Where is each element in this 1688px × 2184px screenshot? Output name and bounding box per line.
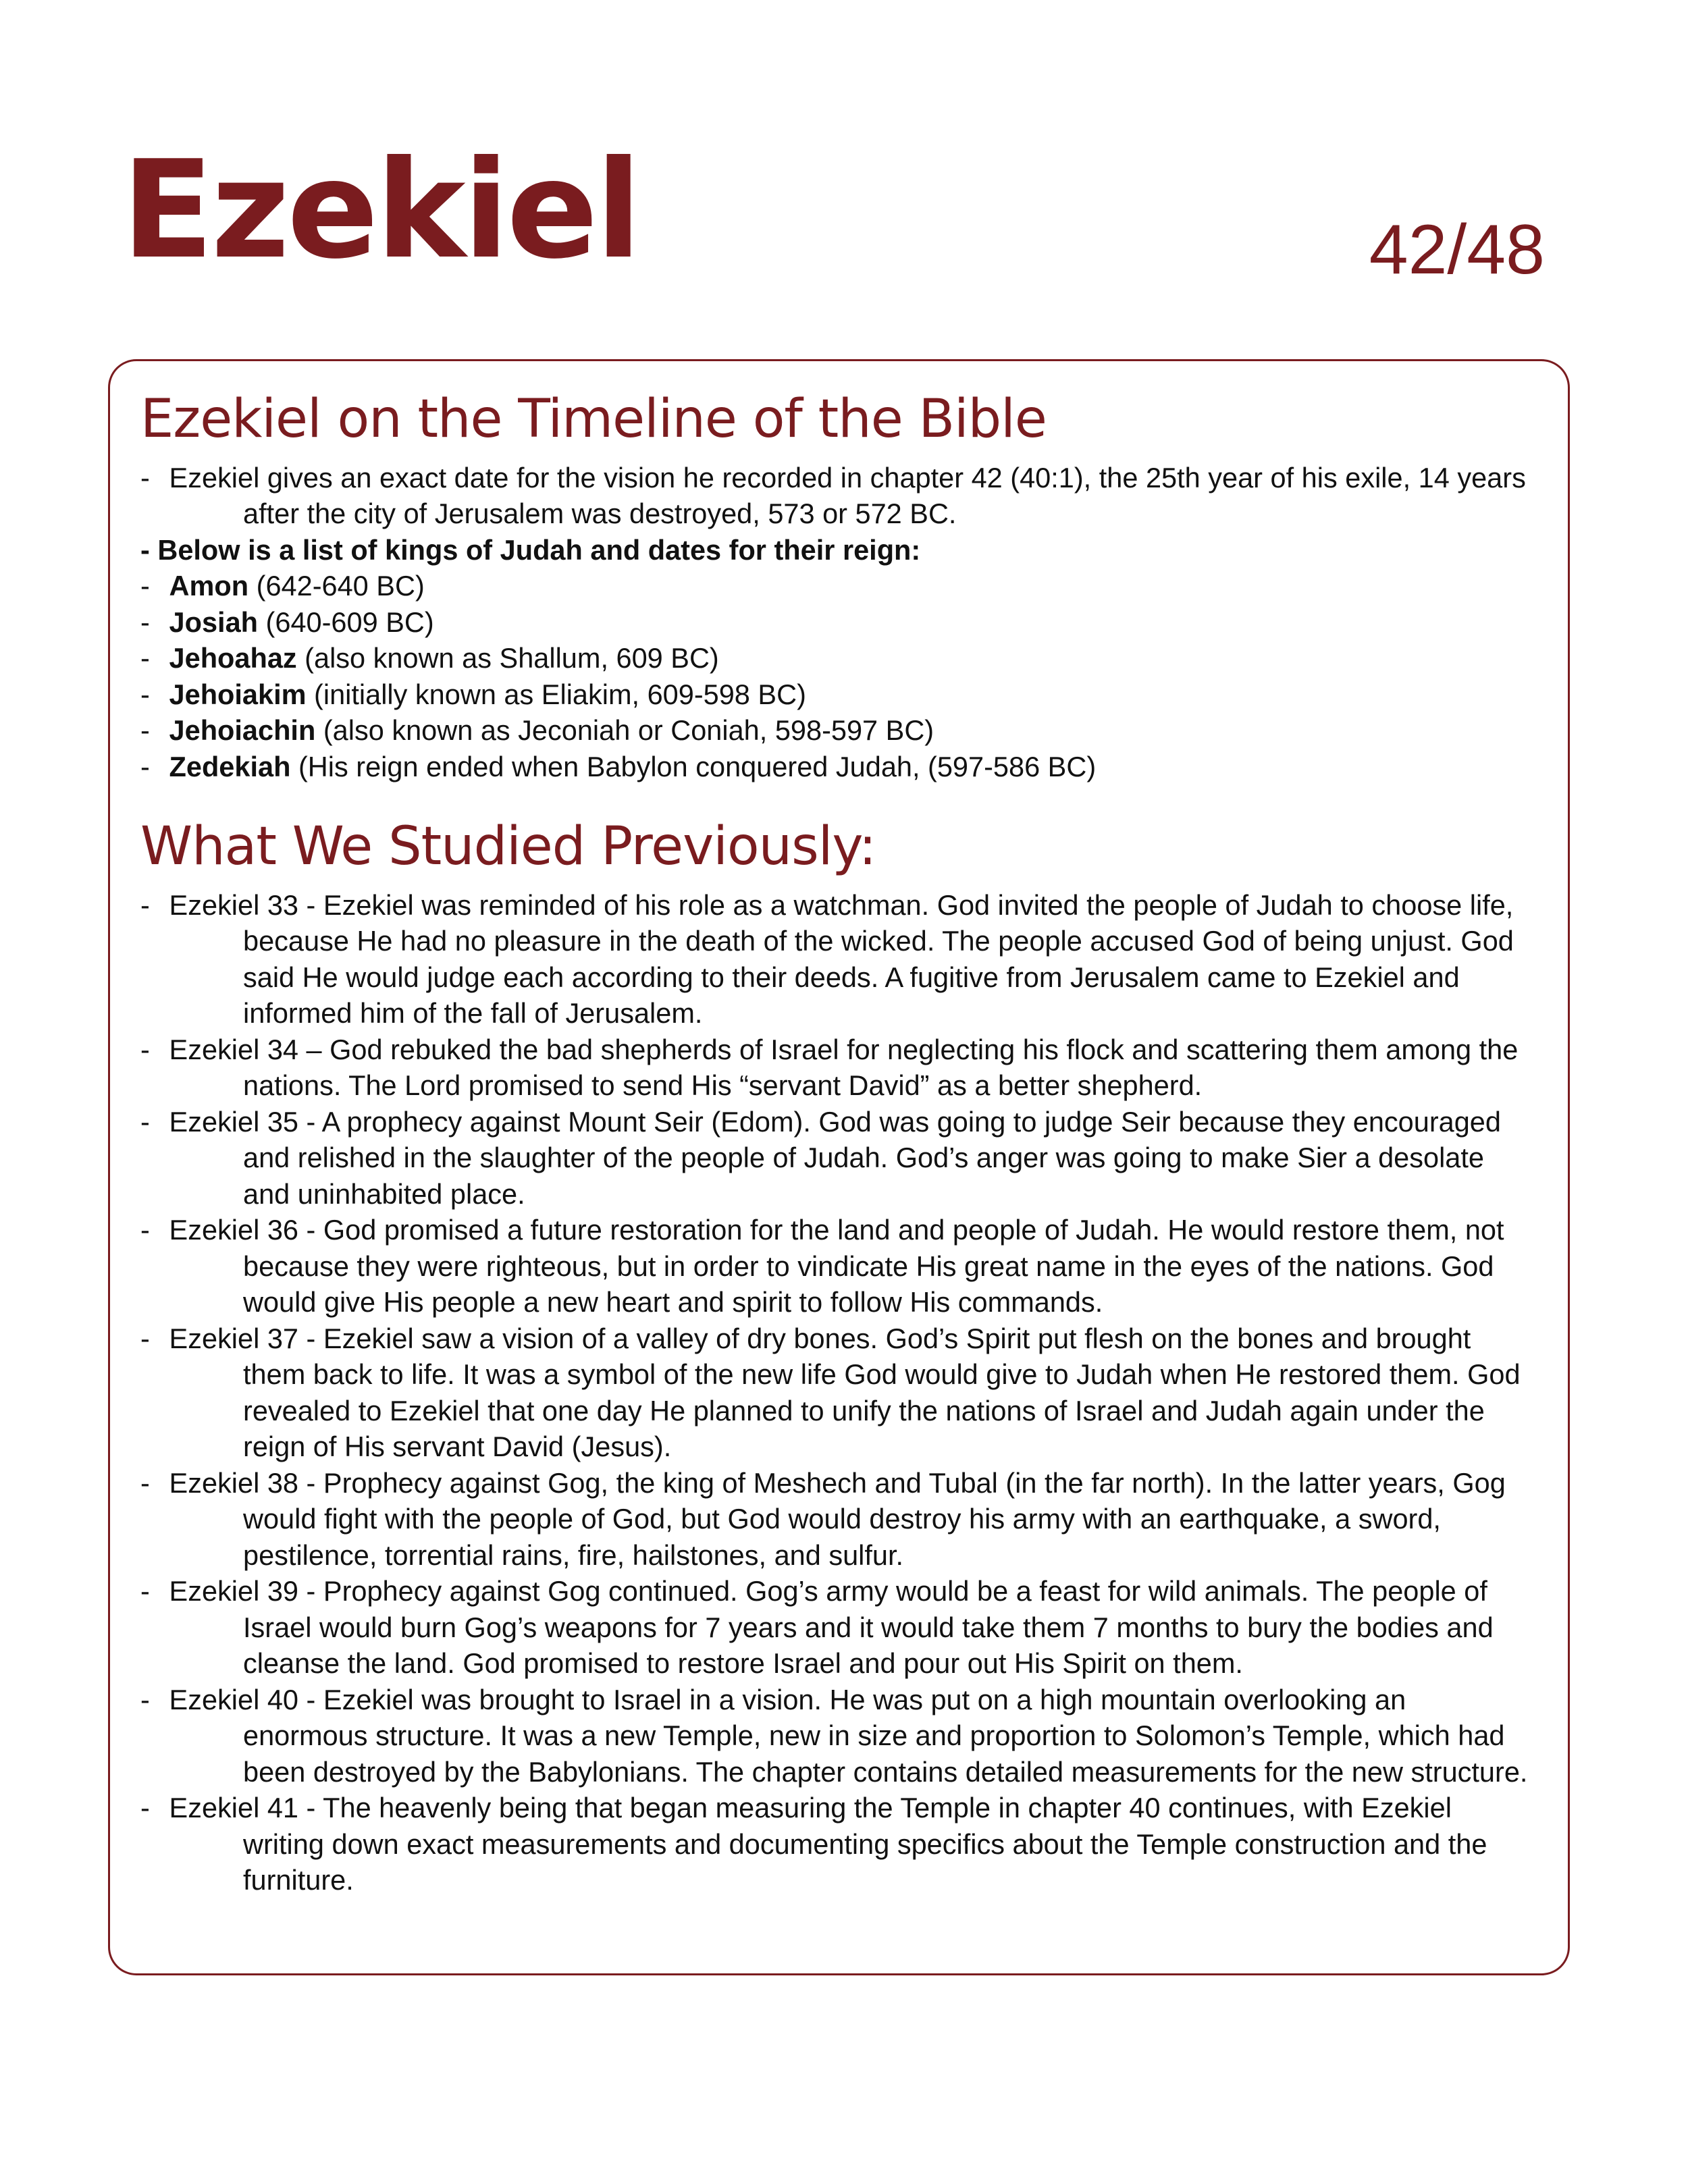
king-name: Jehoahaz: [169, 642, 297, 674]
king-item: - Jehoiakim (initially known as Eliakim, 609-598 BC): [140, 678, 806, 710]
chapter-summary-text: Ezekiel 36 - God promised a future restoration for the land and people of Judah. He would restore them, not because they were righteous, but in order to vindicate His great name in the eyes of the nations. God would give His people a new heart and spirit to follow His commands.: [169, 1214, 1504, 1319]
chapter-summary: - Ezekiel 36 - God promised a future restoration for the land and people of Judah. He would restore them, not because they were righteous, but in order to vindicate His great name in the eyes of the nations. God would give His people a new heart and spirit to follow His commands.: [140, 1214, 1504, 1319]
chapter-summary-text: Ezekiel 37 - Ezekiel saw a vision of a valley of dry bones. God’s Spirit put flesh on the bones and brought them back to life. It was a symbol of the new life God would give to Judah when He restored them. God revealed to Ezekiel that one day He planned to unify the nations of Israel and Judah again under the reign of His servant David (Jesus).: [169, 1322, 1521, 1463]
king-detail: (His reign ended when Babylon conquered Judah, (597-586 BC): [290, 750, 1097, 782]
king-item: - Josiah (640-609 BC): [140, 606, 434, 638]
king-name: Jehoiachin: [169, 714, 316, 747]
king-name: Zedekiah: [169, 750, 291, 782]
chapter-summary-text: Ezekiel 35 - A prophecy against Mount Seir (Edom). God was going to judge Seir because they encouraged and relished in the slaughter of the people of Judah. God’s anger was going to make Sier a desolate and uninhabited place.: [169, 1105, 1501, 1210]
chapter-summary: - Ezekiel 41 - The heavenly being that began measuring the Temple in chapter 40 continues, with Ezekiel writing down exact measurements and documenting specifics about the Temple construction and the furniture.: [140, 1792, 1487, 1896]
king-name: Josiah: [169, 606, 259, 638]
chapter-summary: - Ezekiel 33 - Ezekiel was reminded of his role as a watchman. God invited the people of Judah to choose life, because He had no pleasure in the death of the wicked. The people accused God of being unjust. God said He would judge each according to their deeds. A fugitive from Jerusalem came to Ezekiel and informed him of the fall of Jerusalem.: [140, 888, 1514, 1030]
previous-heading: What We Studied Previously:: [140, 816, 876, 878]
chapter-summary: - Ezekiel 35 - A prophecy against Mount Seir (Edom). God was going to judge Seir because they encouraged and relished in the slaughter of the people of Judah. God’s anger was going to make Sier a desolate and uninhabited place.: [140, 1105, 1501, 1210]
timeline-heading: Ezekiel on the Timeline of the Bible: [140, 389, 1047, 450]
chapter-summary-text: Ezekiel 40 - Ezekiel was brought to Israel in a vision. He was put on a high mountain overlooking an enormous structure. It was a new Temple, new in size and proportion to Solomon’s Temple, which had been destroyed by the Babylonians. The chapter contains detailed measurements for the new structure.: [169, 1683, 1528, 1788]
chapter-summary: - Ezekiel 39 - Prophecy against Gog continued. Gog’s army would be a feast for wild animals. The people of Israel would burn Gog’s weapons for 7 years and it would take them 7 months to bury the bodies and cleanse the land. God promised to restore Israel and pour out His Spirit on them.: [140, 1575, 1494, 1680]
page-number: 42/48: [1369, 211, 1545, 289]
king-detail: (also known as Jeconiah or Coniah, 598-597 BC): [315, 714, 934, 747]
king-detail: (642-640 BC): [248, 570, 425, 602]
kings-list-heading: - Below is a list of kings of Judah and dates for their reign:: [140, 533, 921, 566]
chapter-summary-text: Ezekiel 39 - Prophecy against Gog continued. Gog’s army would be a feast for wild animals. The people of Israel would burn Gog’s weapons for 7 years and it would take them 7 months to bury the bodies and cleanse the land. God promised to restore Israel and pour out His Spirit on them.: [169, 1575, 1494, 1680]
chapter-summary-text: Ezekiel 33 - Ezekiel was reminded of his role as a watchman. God invited the people of Judah to choose life, because He had no pleasure in the death of the wicked. The people accused God of being unjust. God said He would judge each according to their deeds. A fugitive from Jerusalem came to Ezekiel and informed him of the fall of Jerusalem.: [169, 888, 1514, 1030]
chapter-summary-text: Ezekiel 34 – God rebuked the bad shepherds of Israel for neglecting his flock and scattering them among the nations. The Lord promised to send His “servant David” as a better shepherd.: [169, 1033, 1519, 1102]
king-detail: (initially known as Eliakim, 609-598 BC): [306, 678, 806, 710]
timeline-intro: - Ezekiel gives an exact date for the vision he recorded in chapter 42 (40:1), the 25th year of his exile, 14 years after the city of Jerusalem was destroyed, 573 or 572 BC.: [140, 461, 1526, 530]
chapter-summary: - Ezekiel 38 - Prophecy against Gog, the king of Meshech and Tubal (in the far north). In the latter years, Gog would fight with the people of God, but God would destroy his army with an earthquake, a sword, pestilence, torrential rains, fire, hailstones, and sulfur.: [140, 1466, 1506, 1571]
book-title: Ezekiel: [122, 132, 639, 289]
king-item: - Amon (642-640 BC): [140, 570, 425, 602]
chapter-summary: - Ezekiel 37 - Ezekiel saw a vision of a valley of dry bones. God’s Spirit put flesh on the bones and brought them back to life. It was a symbol of the new life God would give to Judah when He restored them. God revealed to Ezekiel that one day He planned to unify the nations of Israel and Judah again under the reign of His servant David (Jesus).: [140, 1322, 1521, 1463]
chapter-summary: - Ezekiel 34 – God rebuked the bad shepherds of Israel for neglecting his flock and scattering them among the nations. The Lord promised to send His “servant David” as a better shepherd.: [140, 1033, 1519, 1102]
chapter-summary-text: Ezekiel 41 - The heavenly being that began measuring the Temple in chapter 40 continues, with Ezekiel writing down exact measurements and documenting specifics about the Temple construction and the furniture.: [169, 1792, 1487, 1896]
chapter-summary: - Ezekiel 40 - Ezekiel was brought to Israel in a vision. He was put on a high mountain overlooking an enormous structure. It was a new Temple, new in size and proportion to Solomon’s Temple, which had been destroyed by the Babylonians. The chapter contains detailed measurements for the new structure.: [140, 1683, 1528, 1788]
king-item: - Jehoahaz (also known as Shallum, 609 BC): [140, 642, 719, 674]
king-name: Amon: [169, 570, 249, 602]
king-item: - Jehoiachin (also known as Jeconiah or Coniah, 598-597 BC): [140, 714, 934, 747]
timeline-intro-text: Ezekiel gives an exact date for the vision he recorded in chapter 42 (40:1), the 25th year of his exile, 14 years after the city of Jerusalem was destroyed, 573 or 572 BC.: [169, 461, 1526, 530]
content-box: [108, 359, 1570, 1975]
chapter-summary-text: Ezekiel 38 - Prophecy against Gog, the king of Meshech and Tubal (in the far north). In the latter years, Gog would fight with the people of God, but God would destroy his army with an earthquake, a sword, pestilence, torrential rains, fire, hailstones, and sulfur.: [169, 1466, 1506, 1571]
king-name: Jehoiakim: [169, 678, 307, 710]
king-detail: (640-609 BC): [258, 606, 434, 638]
king-detail: (also known as Shallum, 609 BC): [296, 642, 719, 674]
king-item: - Zedekiah (His reign ended when Babylon conquered Judah, (597-586 BC): [140, 750, 1097, 782]
